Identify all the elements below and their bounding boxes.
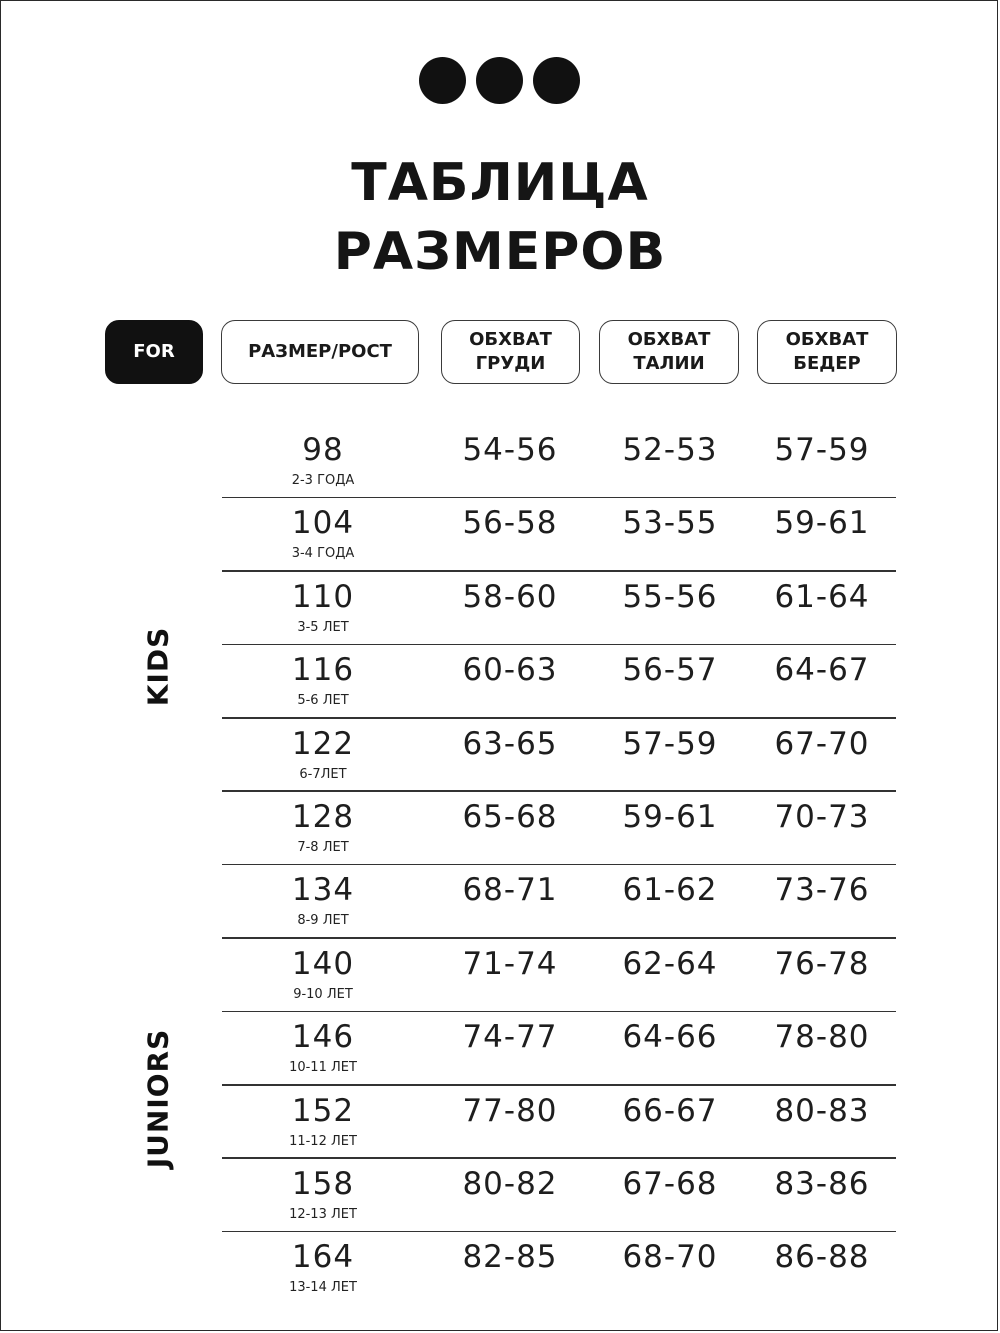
chest-value: 80-82	[462, 1165, 558, 1202]
table-row	[222, 572, 896, 645]
waist-value: 68-70	[622, 1239, 718, 1276]
header-for-label: FOR	[133, 341, 175, 362]
waist-value: 62-64	[622, 945, 718, 982]
table-row	[222, 719, 896, 792]
logo-dot-icon	[476, 57, 523, 104]
header-size-height	[221, 320, 419, 384]
size-value: 104	[291, 505, 355, 542]
header-chest	[441, 320, 580, 384]
age-value: 3-4 ГОДА	[291, 546, 355, 562]
size-value: 158	[291, 1165, 355, 1202]
logo-dot-icon	[533, 57, 580, 104]
header-waist-label: ОБХВАТ ТАЛИИ	[627, 329, 711, 374]
table-row	[222, 792, 896, 865]
table-row	[222, 939, 896, 1012]
size-value: 164	[291, 1239, 355, 1276]
hips-value: 57-59	[774, 432, 870, 468]
header-waist	[599, 320, 739, 384]
age-value: 12-13 ЛЕТ	[289, 1206, 357, 1222]
hips-value: 59-61	[774, 505, 870, 542]
waist-value: 64-66	[622, 1019, 718, 1056]
table-row	[222, 1012, 896, 1085]
header-for	[105, 320, 203, 384]
size-value: 98	[302, 432, 344, 468]
table-row	[222, 1159, 896, 1232]
size-table	[222, 425, 896, 1306]
chest-value: 60-63	[462, 652, 558, 689]
age-value: 11-12 ЛЕТ	[289, 1133, 357, 1149]
hips-value: 61-64	[774, 578, 870, 615]
hips-value: 83-86	[774, 1165, 870, 1202]
age-value: 10-11 ЛЕТ	[289, 1060, 357, 1076]
chest-value: 63-65	[462, 725, 558, 762]
waist-value: 67-68	[622, 1165, 718, 1202]
chest-value: 54-56	[462, 432, 558, 468]
header-chest-label: ОБХВАТ ГРУДИ	[469, 329, 552, 374]
chest-value: 65-68	[462, 798, 558, 835]
hips-value: 64-67	[774, 652, 870, 689]
hips-value: 67-70	[774, 725, 870, 762]
group-label-kids: KIDS	[141, 626, 175, 707]
brand-logo	[419, 57, 583, 105]
table-row	[222, 645, 896, 718]
chest-value: 68-71	[462, 872, 558, 909]
age-value: 5-6 ЛЕТ	[297, 693, 349, 709]
hips-value: 86-88	[774, 1239, 870, 1276]
table-row	[222, 1086, 896, 1159]
page-title-line-2: РАЗМЕРОВ	[333, 222, 667, 282]
size-value: 128	[291, 798, 355, 835]
size-value: 134	[291, 872, 355, 909]
waist-value: 66-67	[622, 1092, 718, 1129]
size-value: 116	[291, 652, 355, 689]
waist-value: 53-55	[622, 505, 718, 542]
waist-value: 57-59	[622, 725, 718, 762]
table-row	[222, 498, 896, 571]
waist-value: 59-61	[622, 798, 718, 835]
waist-value: 52-53	[622, 432, 718, 468]
chest-value: 56-58	[462, 505, 558, 542]
age-value: 9-10 ЛЕТ	[293, 986, 353, 1002]
chest-value: 71-74	[462, 945, 558, 982]
size-value: 140	[291, 945, 355, 982]
hips-value: 70-73	[774, 798, 870, 835]
age-value: 8-9 ЛЕТ	[297, 913, 349, 929]
age-value: 6-7ЛЕТ	[299, 766, 347, 782]
chest-value: 74-77	[462, 1019, 558, 1056]
header-hips-label: ОБХВАТ БЕДЕР	[785, 329, 869, 374]
age-value: 3-5 ЛЕТ	[297, 619, 349, 635]
hips-value: 76-78	[774, 945, 870, 982]
hips-value: 73-76	[774, 872, 870, 909]
age-value: 13-14 ЛЕТ	[289, 1280, 357, 1296]
table-row	[222, 1232, 896, 1305]
logo-dot-icon	[419, 57, 466, 104]
age-value: 7-8 ЛЕТ	[297, 839, 349, 855]
hips-value: 78-80	[774, 1019, 870, 1056]
chest-value: 82-85	[462, 1239, 558, 1276]
size-value: 110	[291, 578, 355, 615]
table-row	[222, 865, 896, 938]
size-value: 146	[291, 1019, 355, 1056]
chest-value: 77-80	[462, 1092, 558, 1129]
size-value: 152	[291, 1092, 355, 1129]
age-value: 2-3 ГОДА	[291, 473, 355, 488]
group-label-juniors: JUNIORS	[141, 1028, 175, 1169]
waist-value: 61-62	[622, 872, 718, 909]
table-row	[222, 425, 896, 498]
hips-value: 80-83	[774, 1092, 870, 1129]
page-title-line-1: ТАБЛИЦА	[351, 153, 649, 213]
waist-value: 55-56	[622, 578, 718, 615]
chest-value: 58-60	[462, 578, 558, 615]
size-value: 122	[291, 725, 355, 762]
waist-value: 56-57	[622, 652, 718, 689]
header-hips	[757, 320, 897, 384]
header-size-label: РАЗМЕР/РОСТ	[248, 341, 392, 362]
